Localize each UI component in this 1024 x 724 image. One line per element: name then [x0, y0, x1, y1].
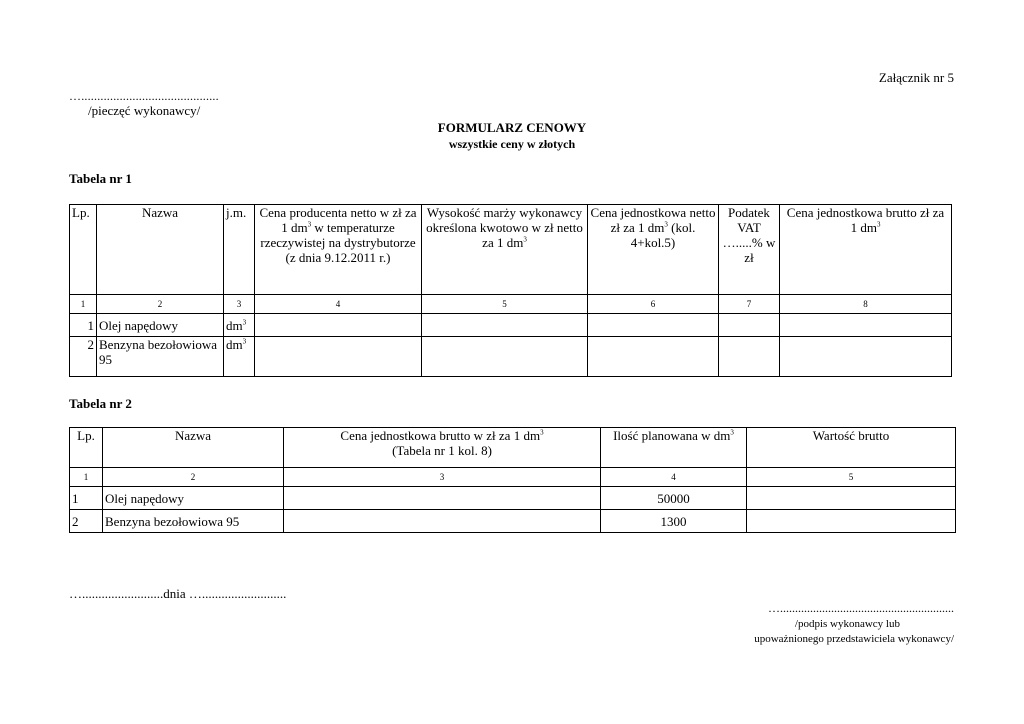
table1-header-unit-net-price: Cena jednostkowa netto zł za 1 $dm^3$ (kol. 4+kol.5) [588, 205, 719, 295]
signature-label-line-2: upoważnionego przedstawiciela wykonawcy/ [754, 633, 954, 645]
vat-cell[interactable] [719, 314, 780, 337]
stamp-label: /pieczęć wykonawcy/ [88, 103, 201, 118]
row-unit: $dm^3$ [224, 314, 255, 337]
column-number: 7 [719, 295, 780, 314]
column-number: 1 [70, 468, 103, 487]
column-number: 2 [97, 295, 224, 314]
row-nazwa: Benzyna bezołowiowa 95 [103, 510, 284, 533]
net-price-cell[interactable] [588, 314, 719, 337]
table1-header-jm: j.m. [224, 205, 255, 295]
row-lp: 2 [70, 337, 97, 377]
price-cell[interactable] [255, 314, 422, 337]
margin-cell[interactable] [422, 337, 588, 377]
table-row [70, 337, 952, 377]
column-number: 2 [103, 468, 284, 487]
gross-price-cell[interactable] [284, 510, 601, 533]
table2-header-lp: Lp. [70, 428, 103, 468]
signature-dotted-line: ….......................................................... [768, 601, 954, 615]
column-number: 4 [255, 295, 422, 314]
annex-label: Załącznik nr 5 [878, 70, 954, 85]
table1-header-vat: Podatek VAT ….....% w zł [719, 205, 780, 295]
gross-value-cell[interactable] [747, 510, 956, 533]
stamp-dotted-line: …........................................... [69, 89, 219, 103]
vat-cell[interactable] [719, 337, 780, 377]
column-number: 8 [780, 295, 952, 314]
form-subtitle: wszystkie ceny w złotych [448, 137, 576, 151]
table2-header-planned-quantity: Ilość planowana w $dm^3$ [601, 428, 747, 468]
margin-cell[interactable] [422, 314, 588, 337]
row-lp: 2 [70, 510, 103, 533]
planned-quantity: 1300 [601, 510, 747, 533]
table2-header-unit-gross-price: Cena jednostkowa brutto w zł za 1 $dm^3$ (Tabela nr 1 kol. 8) [284, 428, 601, 468]
row-nazwa: Benzyna bezołowiowa 95 [97, 337, 224, 377]
row-nazwa: Olej napędowy [97, 314, 224, 337]
form-title: FORMULARZ CENOWY [437, 120, 587, 135]
signature-label-line-1: /podpis wykonawcy lub [794, 618, 900, 630]
table1-column-numbers [70, 295, 952, 314]
row-nazwa: Olej napędowy [103, 487, 284, 510]
table2-header-row [70, 428, 956, 468]
table1-header-nazwa: Nazwa [97, 205, 224, 295]
table1-header-producer-price: Cena producenta netto w zł za 1 $dm^3$ w temperaturze rzeczywistej na dystrybutorze (z dnia 9.12.2011 r.) [255, 205, 422, 295]
column-number: 5 [747, 468, 956, 487]
gross-price-cell[interactable] [780, 314, 952, 337]
column-number: 3 [224, 295, 255, 314]
gross-price-cell[interactable] [284, 487, 601, 510]
table2-title: Tabela nr 2 [69, 396, 132, 411]
column-number: 4 [601, 468, 747, 487]
table1-header-unit-gross-price: Cena jednostkowa brutto zł za 1 $dm^3$ [780, 205, 952, 295]
column-number: 5 [422, 295, 588, 314]
price-table-1 [69, 204, 952, 377]
table2-column-numbers [70, 468, 956, 487]
date-line: ….........................dnia ….......................... [69, 586, 287, 601]
planned-quantity: 50000 [601, 487, 747, 510]
table2-header-gross-value: Wartość brutto [747, 428, 956, 468]
table-row [70, 314, 952, 337]
price-table-2 [69, 427, 956, 533]
table1-header-margin: Wysokość marży wykonawcy określona kwotowo w zł netto za 1 $dm^3$ [422, 205, 588, 295]
column-number: 3 [284, 468, 601, 487]
row-unit: $dm^3$ [224, 337, 255, 377]
table2-header-nazwa: Nazwa [103, 428, 284, 468]
gross-price-cell[interactable] [780, 337, 952, 377]
row-lp: 1 [70, 314, 97, 337]
row-lp: 1 [70, 487, 103, 510]
table1-title: Tabela nr 1 [69, 171, 132, 186]
table-row [70, 510, 956, 533]
column-number: 1 [70, 295, 97, 314]
column-number: 6 [588, 295, 719, 314]
net-price-cell[interactable] [588, 337, 719, 377]
table1-header-lp: Lp. [70, 205, 97, 295]
table1-header-row [70, 205, 952, 295]
price-cell[interactable] [255, 337, 422, 377]
table-row [70, 487, 956, 510]
gross-value-cell[interactable] [747, 487, 956, 510]
